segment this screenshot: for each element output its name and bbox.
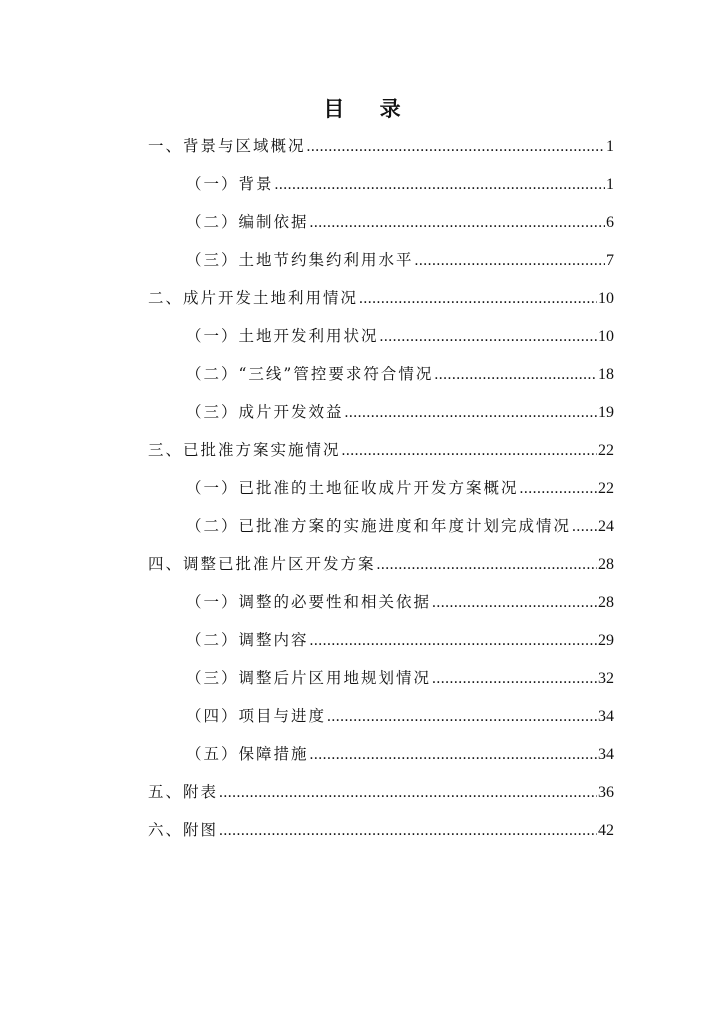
- toc-entry-text: （五）保障措施: [186, 745, 309, 763]
- toc-entry[interactable]: [148, 247, 614, 285]
- toc-entry[interactable]: [148, 703, 614, 741]
- toc-entry[interactable]: [148, 437, 614, 475]
- toc-entry[interactable]: [148, 741, 614, 779]
- toc-entry[interactable]: [148, 513, 614, 551]
- toc-entry[interactable]: [148, 817, 614, 855]
- toc-page-number: 42: [598, 822, 614, 839]
- toc-entry-text: （一）已批准的土地征收成片开发方案概况: [186, 479, 519, 497]
- toc-entry-text: （三）土地节约集约利用水平: [186, 251, 414, 269]
- toc-page-number: 1: [606, 138, 614, 155]
- toc-entry-text: （一）调整的必要性和相关依据: [186, 593, 432, 611]
- toc-page-number: 19: [598, 404, 614, 421]
- toc-dot-leader: [275, 172, 605, 198]
- toc-dot-leader: [307, 134, 605, 160]
- toc-entry[interactable]: [148, 171, 614, 209]
- toc-entry[interactable]: [148, 589, 614, 627]
- toc-dot-leader: [434, 362, 597, 388]
- toc-page-number: 29: [598, 632, 614, 649]
- toc-entry-text: 二、成片开发土地利用情况: [148, 289, 359, 307]
- toc-dot-leader: [572, 514, 597, 540]
- toc-page-number: 24: [598, 518, 614, 535]
- toc-page-number: 1: [606, 176, 614, 193]
- toc-entry[interactable]: [148, 627, 614, 665]
- toc-dot-leader: [377, 552, 597, 578]
- toc-entry[interactable]: [148, 665, 614, 703]
- toc-dot-leader: [359, 286, 597, 312]
- toc-entry-text: 五、附表: [148, 783, 219, 801]
- toc-dot-leader: [219, 818, 597, 844]
- toc-dot-leader: [520, 476, 597, 502]
- toc-page-number: 6: [606, 214, 614, 231]
- toc-entry-text: （二）编制依据: [186, 213, 309, 231]
- toc-dot-leader: [432, 590, 597, 616]
- toc-entry-text: 六、附图: [148, 821, 219, 839]
- toc-entry-text: （二）调整内容: [186, 631, 309, 649]
- toc-dot-leader: [310, 628, 597, 654]
- toc-dot-leader: [310, 742, 597, 768]
- toc-entry-text: 三、已批准方案实施情况: [148, 441, 341, 459]
- toc-page-number: 18: [598, 366, 614, 383]
- toc-page-number: 22: [598, 480, 614, 497]
- toc-dot-leader: [415, 248, 605, 274]
- toc-dot-leader: [380, 324, 597, 350]
- table-of-contents: [148, 133, 614, 855]
- toc-entry-text: （四）项目与进度: [186, 707, 327, 725]
- toc-dot-leader: [310, 210, 605, 236]
- toc-dot-leader: [342, 438, 597, 464]
- toc-entry[interactable]: [148, 209, 614, 247]
- toc-entry[interactable]: [148, 133, 614, 171]
- toc-entry-text: （二）“三线”管控要求符合情况: [186, 365, 434, 383]
- toc-entry-text: （一）背景: [186, 175, 274, 193]
- toc-dot-leader: [219, 780, 597, 806]
- toc-page-number: 7: [606, 252, 614, 269]
- toc-entry[interactable]: [148, 475, 614, 513]
- toc-dot-leader: [327, 704, 597, 730]
- toc-page-number: 28: [598, 594, 614, 611]
- toc-page-number: 36: [598, 784, 614, 801]
- toc-page-number: 32: [598, 670, 614, 687]
- toc-page-number: 28: [598, 556, 614, 573]
- toc-entry[interactable]: [148, 285, 614, 323]
- toc-entry-text: 一、背景与区域概况: [148, 137, 306, 155]
- toc-dot-leader: [345, 400, 597, 426]
- toc-page-number: 10: [598, 328, 614, 345]
- toc-entry-text: （二）已批准方案的实施进度和年度计划完成情况: [186, 517, 572, 535]
- toc-dot-leader: [432, 666, 597, 692]
- toc-entry[interactable]: [148, 551, 614, 589]
- toc-title: 目 录: [323, 96, 415, 121]
- toc-entry[interactable]: [148, 399, 614, 437]
- toc-page-number: 34: [598, 708, 614, 725]
- toc-entry-text: 四、调整已批准片区开发方案: [148, 555, 376, 573]
- toc-page-number: 22: [598, 442, 614, 459]
- toc-entry-text: （三）调整后片区用地规划情况: [186, 669, 432, 687]
- toc-entry[interactable]: [148, 323, 614, 361]
- toc-entry-text: （一）土地开发利用状况: [186, 327, 379, 345]
- toc-entry[interactable]: [148, 361, 614, 399]
- toc-page-number: 34: [598, 746, 614, 763]
- toc-entry[interactable]: [148, 779, 614, 817]
- toc-page-number: 10: [598, 290, 614, 307]
- toc-entry-text: （三）成片开发效益: [186, 403, 344, 421]
